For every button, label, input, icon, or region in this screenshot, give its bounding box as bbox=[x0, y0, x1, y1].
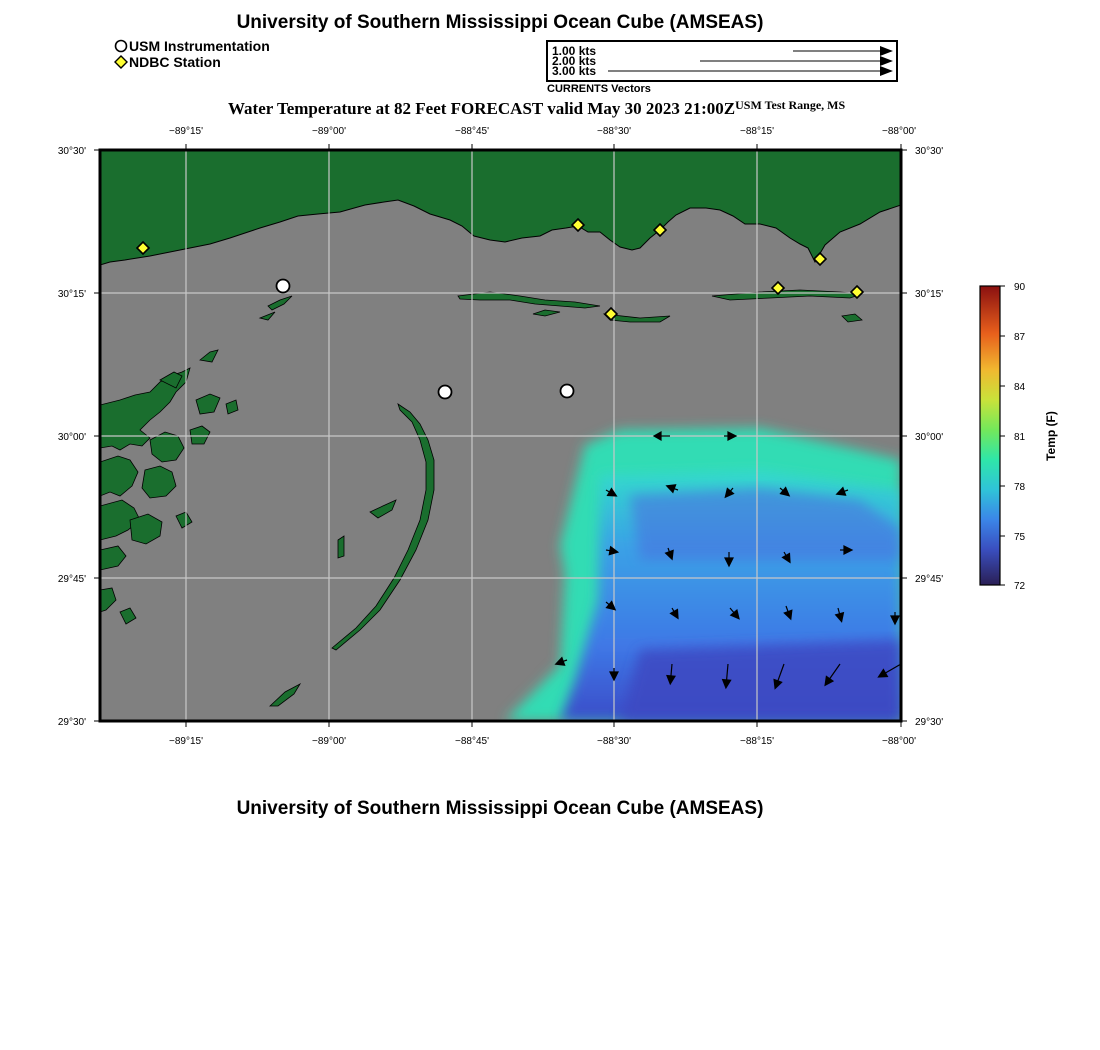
map-title-bottom: University of Southern Mississippi Ocean Cube (AMSEAS) bbox=[236, 798, 764, 819]
lat-labels-left bbox=[58, 146, 86, 728]
colorbar-tick: 72 bbox=[1014, 581, 1026, 592]
colorbar-tick: 78 bbox=[1014, 482, 1026, 493]
lon-label: −89°15' bbox=[169, 736, 203, 747]
colorbar-title: Temp (F) bbox=[1044, 411, 1058, 461]
colorbar-tick: 87 bbox=[1014, 332, 1026, 343]
subtitle-text: Water Temperature at 82 Feet FORECAST valid May 30 2023 21:00Z bbox=[228, 99, 736, 118]
lon-label: −88°30' bbox=[597, 736, 631, 747]
lon-label: −88°45' bbox=[455, 126, 489, 137]
colorbar-tick: 90 bbox=[1014, 282, 1026, 293]
colorbar-tick: 84 bbox=[1014, 382, 1026, 393]
lon-label: −89°00' bbox=[312, 126, 346, 137]
legend-usm-label: USM Instrumentation bbox=[129, 38, 270, 54]
lat-label: 29°30' bbox=[57, 717, 86, 728]
lat-label: 30°00' bbox=[57, 432, 86, 443]
lon-label: −88°00' bbox=[882, 736, 916, 747]
vector-legend-label-2: 2.00 kts bbox=[552, 54, 597, 68]
lat-label: 30°00' bbox=[915, 432, 944, 443]
vector-legend-label-1: 1.00 kts bbox=[552, 44, 597, 58]
lat-label: 30°30' bbox=[915, 146, 944, 157]
lon-label: −88°45' bbox=[455, 736, 489, 747]
lat-label: 30°30' bbox=[57, 146, 86, 157]
usm-station-marker[interactable] bbox=[277, 280, 290, 293]
lon-label: −88°00' bbox=[882, 126, 916, 137]
lon-labels-bottom bbox=[169, 736, 916, 747]
colorbar-tick: 81 bbox=[1014, 432, 1026, 443]
usm-station-marker[interactable] bbox=[439, 386, 452, 399]
lat-label: 30°15' bbox=[915, 289, 944, 300]
lon-label: −88°15' bbox=[740, 126, 774, 137]
lon-label: −88°15' bbox=[740, 736, 774, 747]
temperature-colorbar bbox=[980, 282, 1058, 592]
lon-label: −88°30' bbox=[597, 126, 631, 137]
lat-label: 29°45' bbox=[57, 574, 86, 585]
lon-labels-top bbox=[169, 126, 916, 137]
lat-label: 30°15' bbox=[57, 289, 86, 300]
lat-label: 29°45' bbox=[915, 574, 944, 585]
lat-label: 29°30' bbox=[915, 717, 944, 728]
vector-legend-caption: CURRENTS Vectors bbox=[547, 83, 651, 95]
colorbar-tick: 75 bbox=[1014, 532, 1026, 543]
subtitle-location: USM Test Range, MS bbox=[735, 98, 846, 112]
lat-labels-right bbox=[915, 146, 943, 728]
map-title: University of Southern Mississippi Ocean Cube (AMSEAS) bbox=[236, 12, 764, 33]
usm-station-marker[interactable] bbox=[561, 385, 574, 398]
lon-label: −89°00' bbox=[312, 736, 346, 747]
lon-label: −89°15' bbox=[169, 126, 203, 137]
legend-ndbc-label: NDBC Station bbox=[129, 54, 221, 70]
vector-legend-label-3: 3.00 kts bbox=[552, 64, 597, 78]
